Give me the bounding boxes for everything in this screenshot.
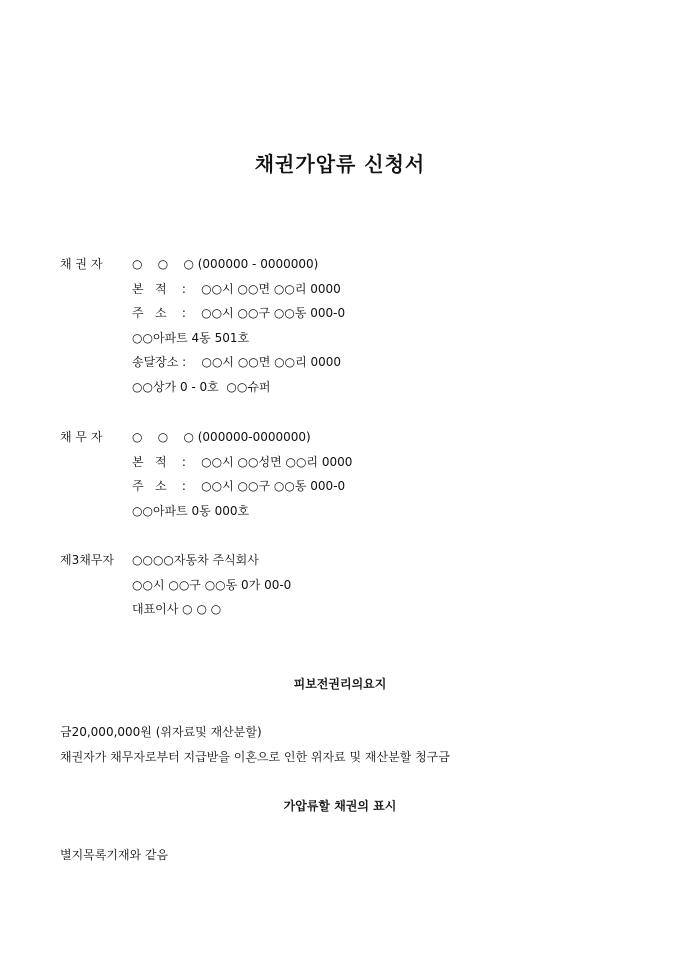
debtor-label: 채 무 자 <box>60 430 103 444</box>
debtor-address-detail: ○○아파트 0동 000호 <box>132 504 250 518</box>
seized-claim-heading: 가압류할 채권의 표시 <box>283 799 397 813</box>
preserved-right-heading: 피보전권리의요지 <box>293 677 387 691</box>
creditor-name-line: ○ ○ ○ (000000 - 0000000) <box>132 257 319 271</box>
claim-description-line: 채권자가 채무자로부터 지급받을 이혼으로 인한 위자료 및 재산분할 청구금 <box>60 750 450 764</box>
claim-amount-line: 금20,000,000원 (위자료및 재산분할) <box>60 725 262 739</box>
third-debtor-label: 제3채무자 <box>60 553 115 567</box>
debtor-domicile: 본 적 : ○○시 ○○성면 ○○리 0000 <box>132 455 353 469</box>
creditor-label: 채 권 자 <box>60 257 103 271</box>
creditor-service-address-detail: ○○상가 0 - 0호 ○○슈퍼 <box>132 380 271 394</box>
document-title: 채권가압류 신청서 <box>254 152 426 176</box>
third-debtor-name: ○○○○자동차 주식회사 <box>132 553 259 567</box>
debtor-address: 주 소 : ○○시 ○○구 ○○동 000-0 <box>132 479 346 493</box>
creditor-address: 주 소 : ○○시 ○○구 ○○동 000-0 <box>132 306 346 320</box>
creditor-address-detail: ○○아파트 4동 501호 <box>132 331 250 345</box>
creditor-service-address: 송달장소 : ○○시 ○○면 ○○리 0000 <box>132 355 342 369</box>
third-debtor-address: ○○시 ○○구 ○○동 0가 00-0 <box>132 578 292 592</box>
third-debtor-representative: 대표이사 ○ ○ ○ <box>132 602 222 616</box>
debtor-name-line: ○ ○ ○ (000000-0000000) <box>132 430 311 444</box>
creditor-domicile: 본 적 : ○○시 ○○면 ○○리 0000 <box>132 282 341 296</box>
seized-claim-line: 별지목록기재와 같음 <box>60 848 169 862</box>
